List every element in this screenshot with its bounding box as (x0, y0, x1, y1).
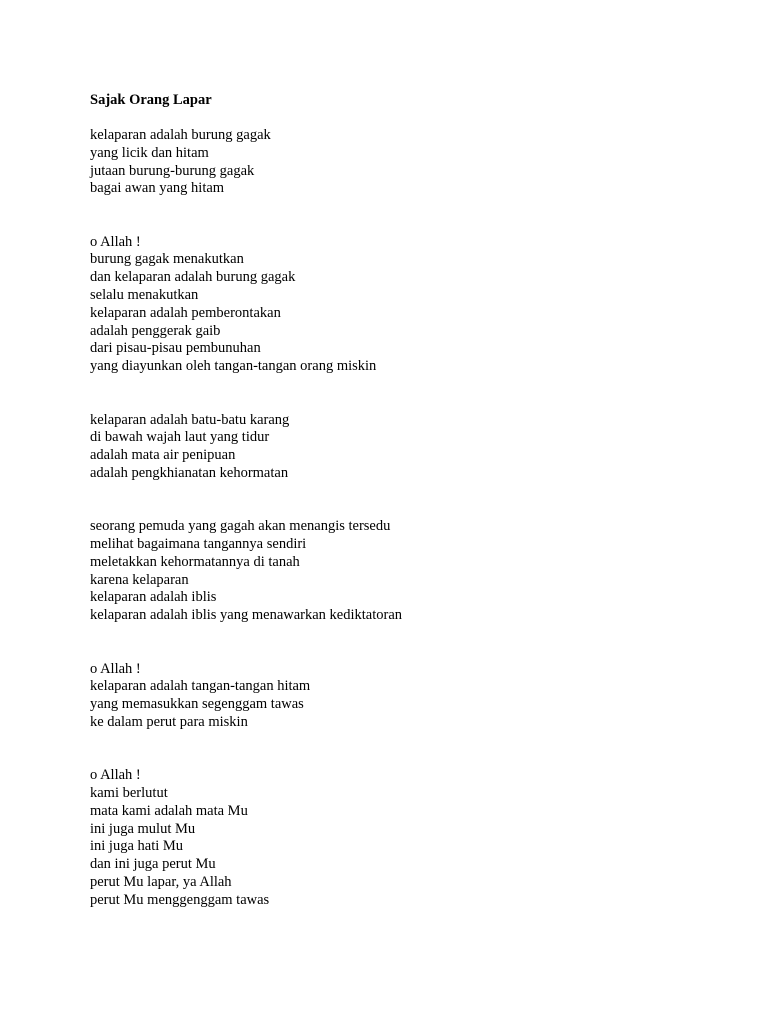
poem-line: dan kelaparan adalah burung gagak (90, 269, 296, 286)
document-page (90, 91, 730, 910)
poem-line: di bawah wajah laut yang tidur (90, 429, 270, 446)
poem-line: ini juga mulut Mu (90, 820, 196, 837)
poem-line: kami berlutut (90, 785, 168, 802)
poem-line: ke dalam perut para miskin (90, 713, 248, 730)
poem-line: adalah mata air penipuan (90, 447, 236, 464)
stanza (90, 518, 730, 625)
poem-title: Sajak Orang Lapar (90, 92, 212, 108)
poem-line: ini juga hati Mu (90, 838, 184, 855)
poem-line: o Allah ! (90, 767, 141, 784)
poem-line: o Allah ! (90, 233, 141, 250)
poem-line: kelaparan adalah iblis yang menawarkan kediktatoran (90, 607, 403, 624)
poem-line: kelaparan adalah burung gagak (90, 127, 271, 143)
poem-line: kelaparan adalah batu-batu karang (90, 411, 290, 428)
poem-line: jutaan burung-burung gagak (90, 162, 255, 179)
poem-line: bagai awan yang hitam (90, 180, 225, 197)
poem-line: mata kami adalah mata Mu (90, 802, 248, 819)
stanza (90, 661, 730, 732)
poem-body (90, 127, 730, 910)
poem-line: dari pisau-pisau pembunuhan (90, 340, 261, 357)
poem-line: karena kelaparan (90, 571, 189, 588)
poem-line: kelaparan adalah tangan-tangan hitam (90, 678, 311, 695)
stanza (90, 127, 730, 198)
stanza (90, 767, 730, 909)
poem-line: dan ini juga perut Mu (90, 856, 216, 873)
stanza (90, 234, 730, 376)
poem-line: meletakkan kehormatannya di tanah (90, 553, 300, 570)
poem-line: adalah pengkhianatan kehormatan (90, 464, 289, 481)
stanza (90, 412, 730, 483)
poem-line: adalah penggerak gaib (90, 322, 221, 339)
poem-line: perut Mu lapar, ya Allah (90, 874, 232, 890)
poem-line: yang licik dan hitam (90, 144, 209, 161)
poem-line: burung gagak menakutkan (90, 251, 244, 268)
poem-line: yang memasukkan segenggam tawas (90, 696, 304, 713)
poem-line: melihat bagaimana tangannya sendiri (90, 536, 307, 553)
poem-line: o Allah ! (90, 660, 141, 677)
poem-line: perut Mu menggenggam tawas (90, 891, 270, 908)
poem-line: kelaparan adalah iblis (90, 589, 217, 606)
poem-line: kelaparan adalah pemberontakan (90, 304, 281, 321)
poem-line: seorang pemuda yang gagah akan menangis tersedu (90, 518, 391, 535)
poem-line: selalu menakutkan (90, 287, 199, 304)
poem-line: yang diayunkan oleh tangan-tangan orang miskin (90, 358, 377, 375)
